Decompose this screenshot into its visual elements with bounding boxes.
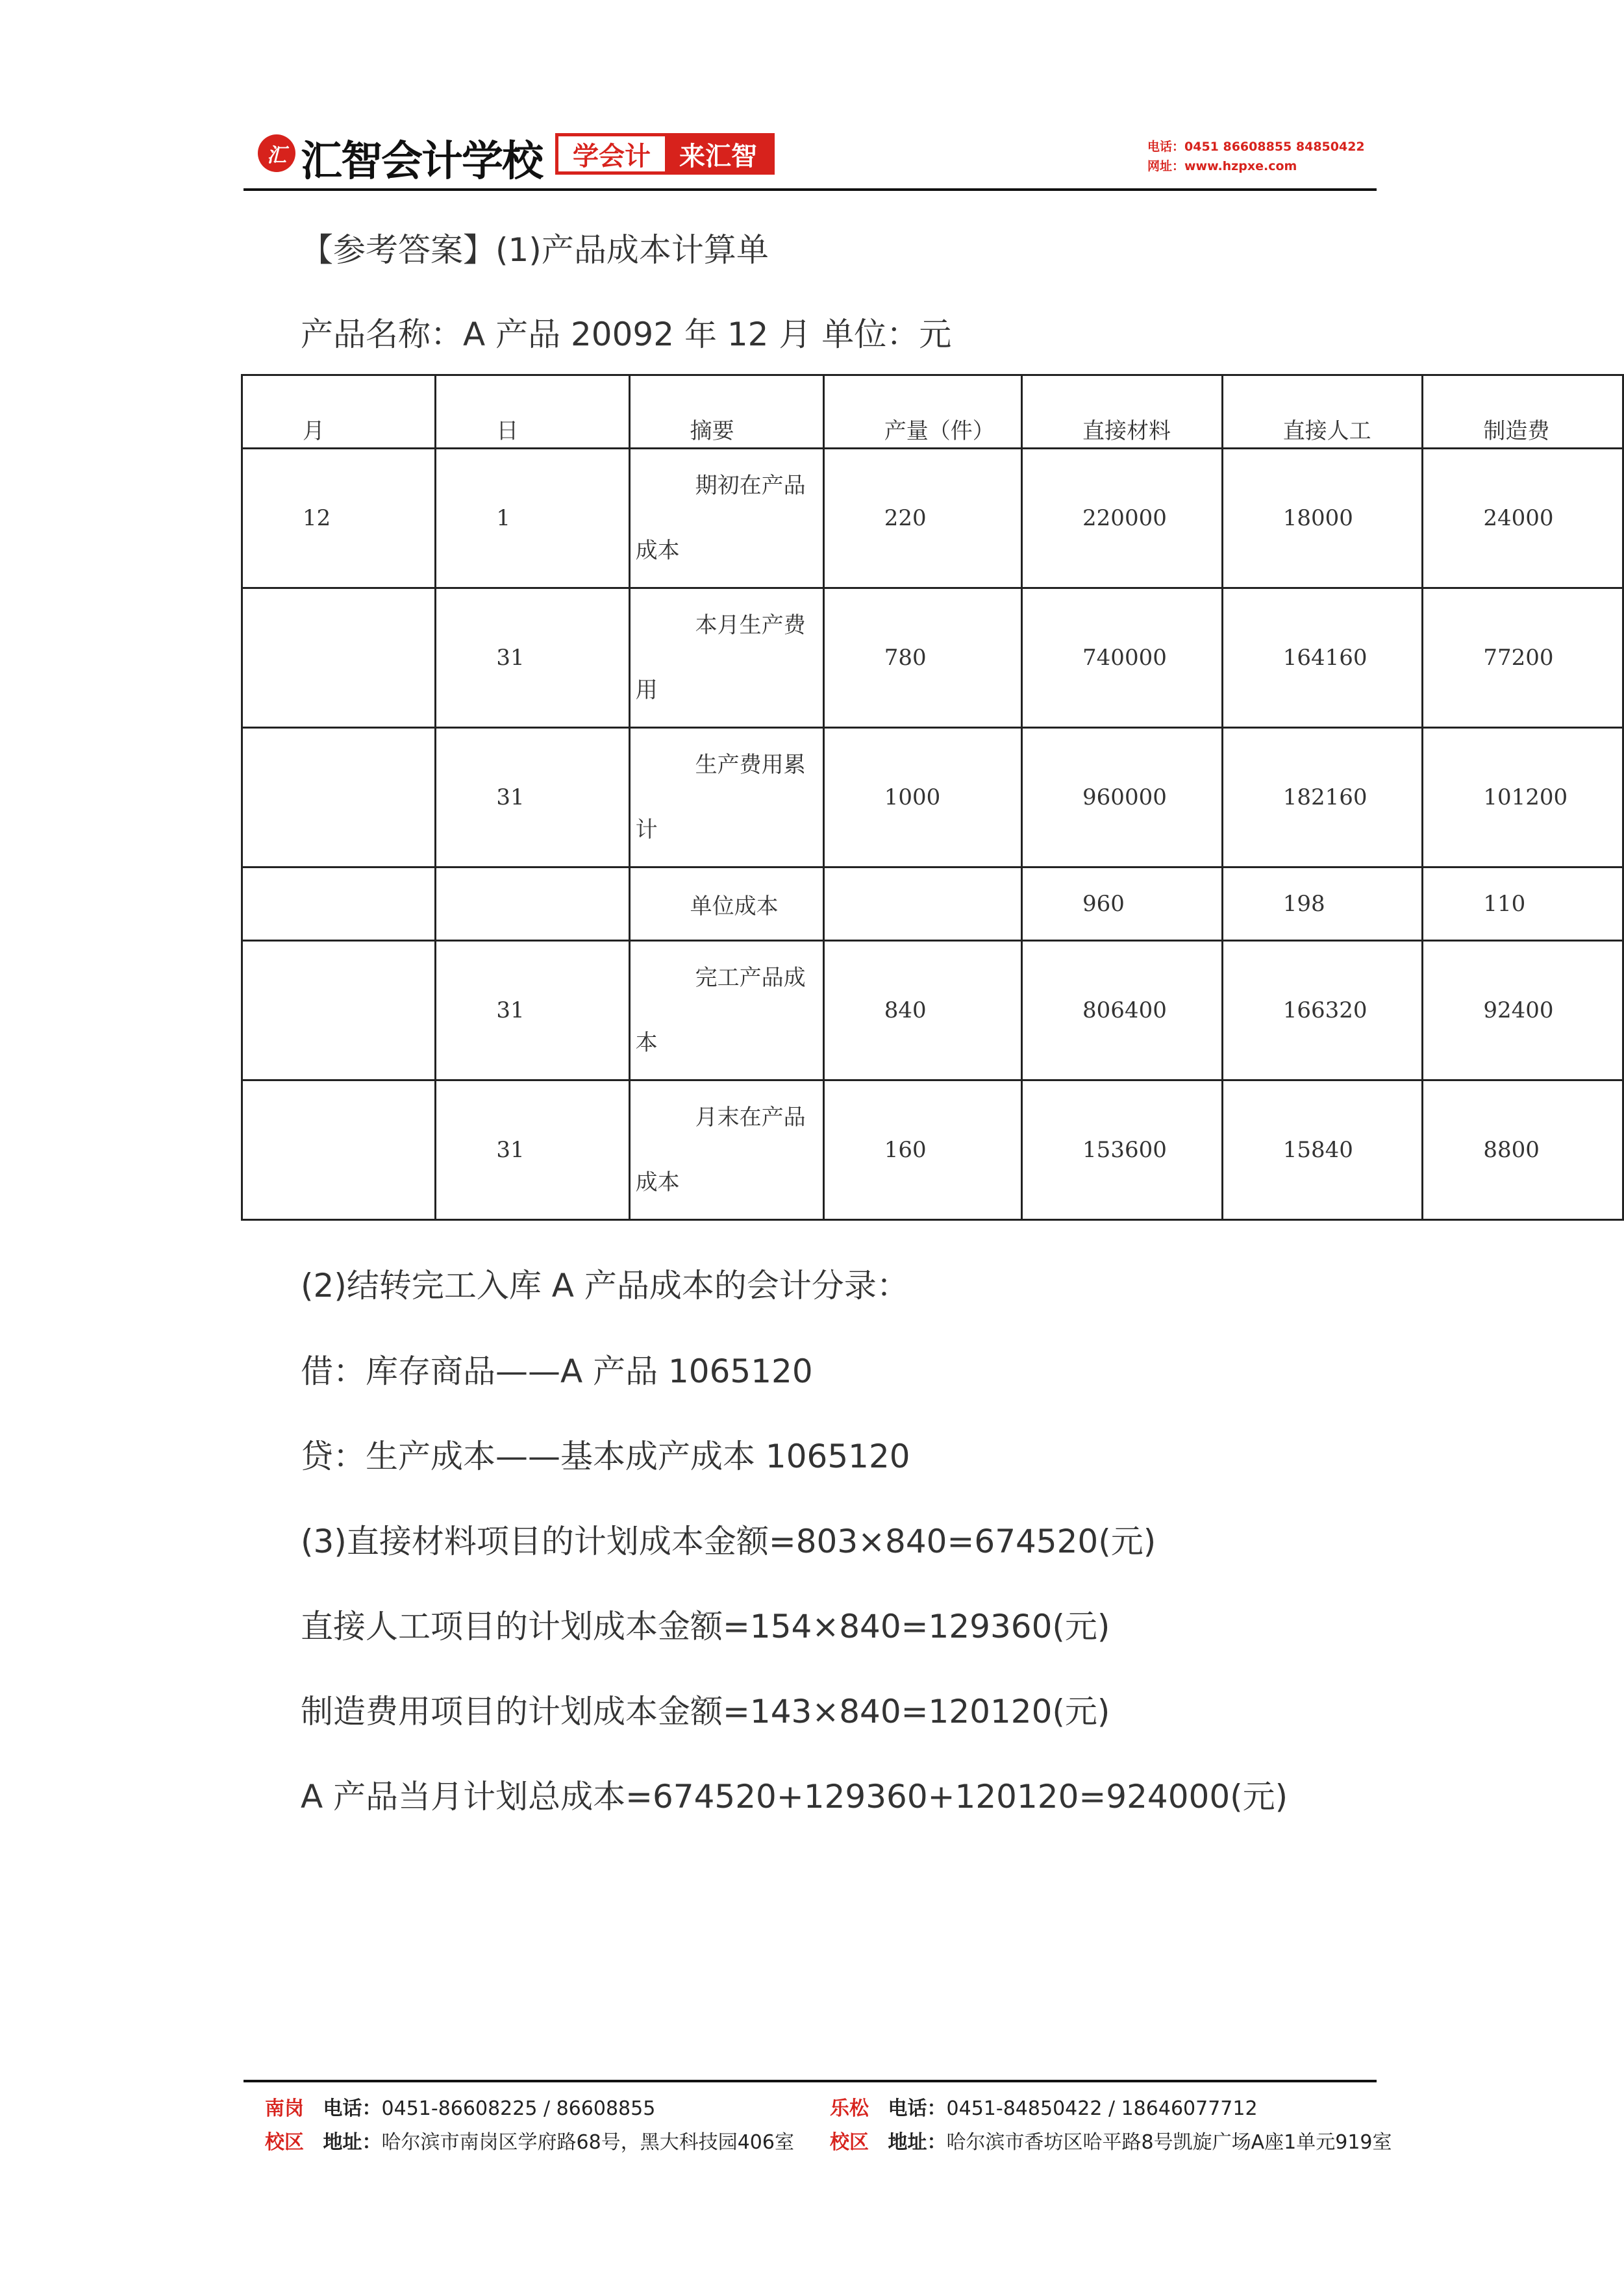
cell-labor bbox=[1222, 867, 1423, 941]
summary-line-1: 月末在产品 bbox=[695, 1104, 806, 1130]
labor-value: 18000 bbox=[1282, 505, 1353, 531]
overhead-value: 101200 bbox=[1483, 784, 1568, 810]
slogan-left: 学会计 bbox=[558, 136, 665, 171]
footer-divider bbox=[244, 2080, 1377, 2082]
cell-quantity bbox=[823, 941, 1021, 1080]
slogan-right: 来汇智 bbox=[665, 136, 771, 171]
overhead-value: 24000 bbox=[1483, 505, 1554, 531]
header-cell bbox=[629, 375, 823, 449]
cost-calculation-table bbox=[241, 374, 1624, 1221]
labor-value: 164160 bbox=[1282, 645, 1368, 671]
cell-day bbox=[436, 941, 629, 1080]
labor-value: 182160 bbox=[1282, 784, 1368, 810]
labor-value: 198 bbox=[1282, 891, 1325, 917]
address-key: 地址： bbox=[888, 2131, 947, 2154]
phone-key: 电话： bbox=[888, 2097, 947, 2120]
cell-summary bbox=[629, 1080, 823, 1220]
cell-labor bbox=[1222, 449, 1423, 588]
cell-month bbox=[242, 941, 436, 1080]
address-value: 哈尔滨市南岗区学府路68号，黑大科技园406室 bbox=[381, 2131, 794, 2154]
cell-labor bbox=[1222, 1080, 1423, 1220]
summary-line-1: 生产费用累 bbox=[695, 752, 806, 778]
cell-month bbox=[242, 728, 436, 867]
cell-labor bbox=[1222, 941, 1423, 1080]
logo-mark-text: 汇 bbox=[267, 144, 286, 167]
header-cell bbox=[1022, 375, 1223, 449]
quantity-value: 160 bbox=[884, 1137, 927, 1163]
cell-overhead bbox=[1423, 941, 1623, 1080]
table-row bbox=[242, 867, 1623, 941]
overhead-value: 8800 bbox=[1483, 1137, 1540, 1163]
calc-material: (3)直接材料项目的计划成本金额=803×840=674520(元) bbox=[301, 1523, 1156, 1560]
cell-day bbox=[436, 728, 629, 867]
header-divider bbox=[244, 188, 1377, 191]
day-value: 31 bbox=[496, 784, 525, 810]
cell-quantity bbox=[823, 728, 1021, 867]
header-day: 日 bbox=[496, 418, 519, 444]
cell-material bbox=[1022, 1080, 1223, 1220]
slogan-badge bbox=[555, 133, 775, 175]
quantity-value: 220 bbox=[884, 505, 927, 531]
summary-value bbox=[631, 945, 823, 1075]
header-quantity: 产量（件） bbox=[884, 418, 995, 444]
cell-day bbox=[436, 867, 629, 941]
material-value: 960000 bbox=[1082, 784, 1167, 810]
debit-entry: 借：库存商品——A 产品 1065120 bbox=[301, 1353, 813, 1390]
cell-month bbox=[242, 1080, 436, 1220]
cell-day bbox=[436, 588, 629, 728]
page-header bbox=[244, 127, 1377, 192]
material-value: 806400 bbox=[1082, 997, 1167, 1023]
address-key: 地址： bbox=[323, 2131, 382, 2154]
summary-value bbox=[631, 732, 823, 862]
cell-quantity bbox=[823, 867, 1021, 941]
header-phone: 电话：0451 86608855 84850422 bbox=[1147, 140, 1365, 154]
summary-line-2: 成本 bbox=[635, 538, 680, 564]
labor-value: 166320 bbox=[1282, 997, 1368, 1023]
cell-overhead bbox=[1423, 1080, 1623, 1220]
cell-material bbox=[1022, 867, 1223, 941]
cell-summary bbox=[629, 728, 823, 867]
summary-value: 单位成本 bbox=[690, 893, 779, 919]
header-contact bbox=[1147, 137, 1365, 176]
cell-month bbox=[242, 867, 436, 941]
footer-phone-row bbox=[265, 2092, 794, 2126]
cell-day bbox=[436, 449, 629, 588]
header-cell bbox=[823, 375, 1021, 449]
cell-summary bbox=[629, 449, 823, 588]
table-header-row bbox=[242, 375, 1623, 449]
cell-month bbox=[242, 588, 436, 728]
summary-line-1: 完工产品成 bbox=[695, 965, 806, 991]
overhead-value: 77200 bbox=[1483, 645, 1554, 671]
header-website: 网址：www.hzpxe.com bbox=[1147, 159, 1297, 173]
school-name: 汇智会计学校 bbox=[301, 138, 542, 186]
campus-name: 南岗 bbox=[265, 2097, 304, 2120]
product-line: 产品名称：A 产品 20092 年 12 月 单位：元 bbox=[301, 316, 952, 353]
header-material: 直接材料 bbox=[1082, 418, 1171, 444]
summary-line-2: 用 bbox=[635, 677, 658, 703]
material-value: 220000 bbox=[1082, 505, 1167, 531]
cell-material bbox=[1022, 449, 1223, 588]
table-row bbox=[242, 1080, 1623, 1220]
quantity-value: 780 bbox=[884, 645, 927, 671]
cell-labor bbox=[1222, 588, 1423, 728]
table-row bbox=[242, 728, 1623, 867]
cell-overhead bbox=[1423, 728, 1623, 867]
address-value: 哈尔滨市香坊区哈平路8号凯旋广场A座1单元919室 bbox=[946, 2131, 1392, 2154]
summary-value bbox=[631, 593, 823, 723]
header-summary: 摘要 bbox=[690, 418, 734, 444]
cell-overhead bbox=[1423, 588, 1623, 728]
calc-overhead: 制造费用项目的计划成本金额=143×840=120120(元) bbox=[301, 1693, 1110, 1730]
cell-summary bbox=[629, 588, 823, 728]
calc-labor: 直接人工项目的计划成本金额=154×840=129360(元) bbox=[301, 1608, 1110, 1645]
section2-title: (2)结转完工入库 A 产品成本的会计分录： bbox=[301, 1267, 909, 1304]
summary-value bbox=[631, 1085, 823, 1215]
summary-value bbox=[631, 453, 823, 583]
cell-labor bbox=[1222, 728, 1423, 867]
cell-overhead bbox=[1423, 449, 1623, 588]
cell-overhead bbox=[1423, 867, 1623, 941]
campus-suffix: 校区 bbox=[830, 2131, 869, 2154]
table-row bbox=[242, 588, 1623, 728]
header-cell bbox=[1423, 375, 1623, 449]
cell-day bbox=[436, 1080, 629, 1220]
day-value: 31 bbox=[496, 997, 525, 1023]
header-cell bbox=[436, 375, 629, 449]
header-cell bbox=[1222, 375, 1423, 449]
summary-line-1: 本月生产费 bbox=[695, 612, 806, 638]
cell-summary bbox=[629, 867, 823, 941]
cell-summary bbox=[629, 941, 823, 1080]
cell-month bbox=[242, 449, 436, 588]
month-value: 12 bbox=[303, 505, 331, 531]
header-month: 月 bbox=[303, 418, 325, 444]
cell-material bbox=[1022, 941, 1223, 1080]
day-value: 1 bbox=[496, 505, 510, 531]
phone-value: 0451-86608225 / 86608855 bbox=[381, 2097, 656, 2120]
cell-material bbox=[1022, 588, 1223, 728]
footer-campus-lesong bbox=[830, 2092, 1392, 2160]
footer-address-row bbox=[265, 2126, 794, 2160]
overhead-value: 110 bbox=[1483, 891, 1526, 917]
material-value: 740000 bbox=[1082, 645, 1167, 671]
summary-line-1: 期初在产品 bbox=[695, 473, 806, 499]
table-row bbox=[242, 449, 1623, 588]
campus-suffix: 校区 bbox=[265, 2131, 304, 2154]
material-value: 960 bbox=[1082, 891, 1125, 917]
quantity-value: 1000 bbox=[884, 784, 941, 810]
header-labor: 直接人工 bbox=[1282, 418, 1371, 444]
day-value: 31 bbox=[496, 1137, 525, 1163]
overhead-value: 92400 bbox=[1483, 997, 1554, 1023]
header-cell bbox=[242, 375, 436, 449]
quantity-value: 840 bbox=[884, 997, 927, 1023]
footer-phone-row bbox=[830, 2092, 1392, 2126]
cell-quantity bbox=[823, 588, 1021, 728]
campus-name: 乐松 bbox=[830, 2097, 869, 2120]
credit-entry: 贷：生产成本——基本成产成本 1065120 bbox=[301, 1438, 910, 1475]
cell-quantity bbox=[823, 449, 1021, 588]
calc-total: A 产品当月计划总成本=674520+129360+120120=924000(元) bbox=[301, 1778, 1288, 1816]
cell-material bbox=[1022, 728, 1223, 867]
answer-title: 【参考答案】(1)产品成本计算单 bbox=[301, 231, 769, 269]
phone-value: 0451-84850422 / 18646077712 bbox=[946, 2097, 1258, 2120]
header-overhead: 制造费 bbox=[1483, 418, 1550, 444]
summary-line-2: 本 bbox=[635, 1030, 658, 1056]
cell-quantity bbox=[823, 1080, 1021, 1220]
summary-line-2: 成本 bbox=[635, 1169, 680, 1195]
summary-line-2: 计 bbox=[635, 817, 658, 843]
table-row bbox=[242, 941, 1623, 1080]
day-value: 31 bbox=[496, 645, 525, 671]
labor-value: 15840 bbox=[1282, 1137, 1353, 1163]
footer-address-row bbox=[830, 2126, 1392, 2160]
footer-campus-nangang bbox=[265, 2092, 794, 2160]
school-logo-icon bbox=[258, 134, 295, 172]
material-value: 153600 bbox=[1082, 1137, 1167, 1163]
phone-key: 电话： bbox=[323, 2097, 382, 2120]
